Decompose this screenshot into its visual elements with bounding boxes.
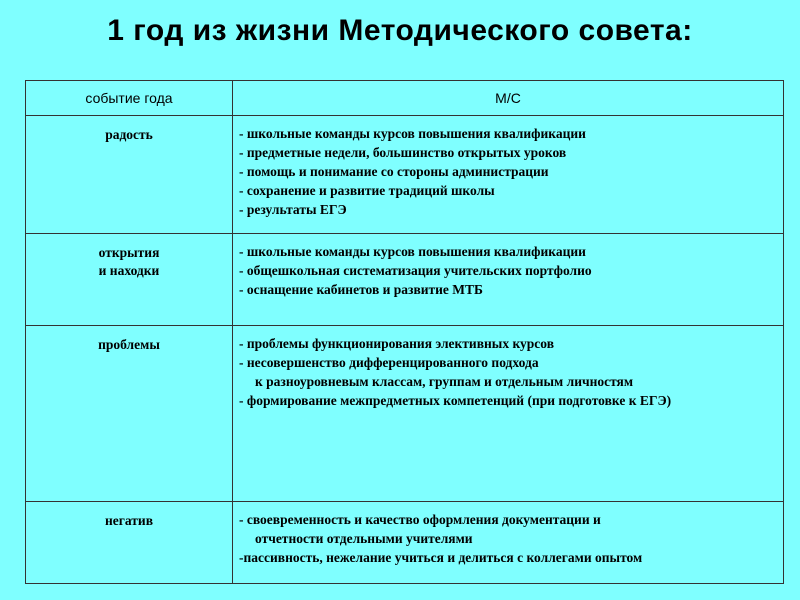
list-item: - формирование межпредметных компетенций (при подготовке к ЕГЭ) bbox=[239, 393, 672, 408]
list-item: -пассивность, нежелание учиться и делиться с коллегами опытом bbox=[239, 550, 643, 565]
table-row bbox=[26, 502, 784, 584]
items-cell bbox=[233, 326, 784, 502]
event-label: негатив bbox=[104, 513, 153, 528]
event-cell bbox=[26, 502, 233, 584]
list-item: - результаты ЕГЭ bbox=[239, 202, 347, 217]
table-row bbox=[26, 234, 784, 326]
list-item: - сохранение и развитие традиций школы bbox=[239, 183, 495, 198]
event-label: проблемы bbox=[98, 337, 160, 352]
list-item: к разноуровневым классам, группам и отдельным личностям bbox=[255, 374, 634, 389]
event-label: открытия bbox=[98, 245, 160, 260]
event-cell bbox=[26, 326, 233, 502]
event-label: радость bbox=[105, 127, 153, 142]
event-cell bbox=[26, 234, 233, 326]
list-item: - помощь и понимание со стороны администрации bbox=[239, 164, 549, 179]
council-table bbox=[25, 80, 784, 584]
list-item: - школьные команды курсов повышения квалификации bbox=[239, 244, 586, 259]
items-cell bbox=[233, 116, 784, 234]
event-cell bbox=[26, 116, 233, 234]
slide-title: 1 год из жизни Методического совета: bbox=[107, 14, 693, 47]
table-row bbox=[26, 116, 784, 234]
header-mc: М/С bbox=[233, 81, 784, 116]
table-row bbox=[26, 326, 784, 502]
event-label: и находки bbox=[98, 263, 160, 278]
list-item: - проблемы функционирования элективных курсов bbox=[239, 336, 554, 351]
items-cell bbox=[233, 502, 784, 584]
items-cell bbox=[233, 234, 784, 326]
list-item: - школьные команды курсов повышения квалификации bbox=[239, 126, 586, 141]
list-item: - оснащение кабинетов и развитие МТБ bbox=[239, 282, 483, 297]
header-event: событие года bbox=[26, 81, 233, 116]
list-item: - несовершенство дифференцированного подхода bbox=[239, 355, 539, 370]
list-item: - общешкольная систематизация учительских портфолио bbox=[239, 263, 592, 278]
list-item: отчетности отдельными учителями bbox=[255, 531, 473, 546]
list-item: - предметные недели, большинство открытых уроков bbox=[239, 145, 567, 160]
list-item: - своевременность и качество оформления документации и bbox=[239, 512, 601, 527]
table-header-row bbox=[26, 81, 784, 116]
